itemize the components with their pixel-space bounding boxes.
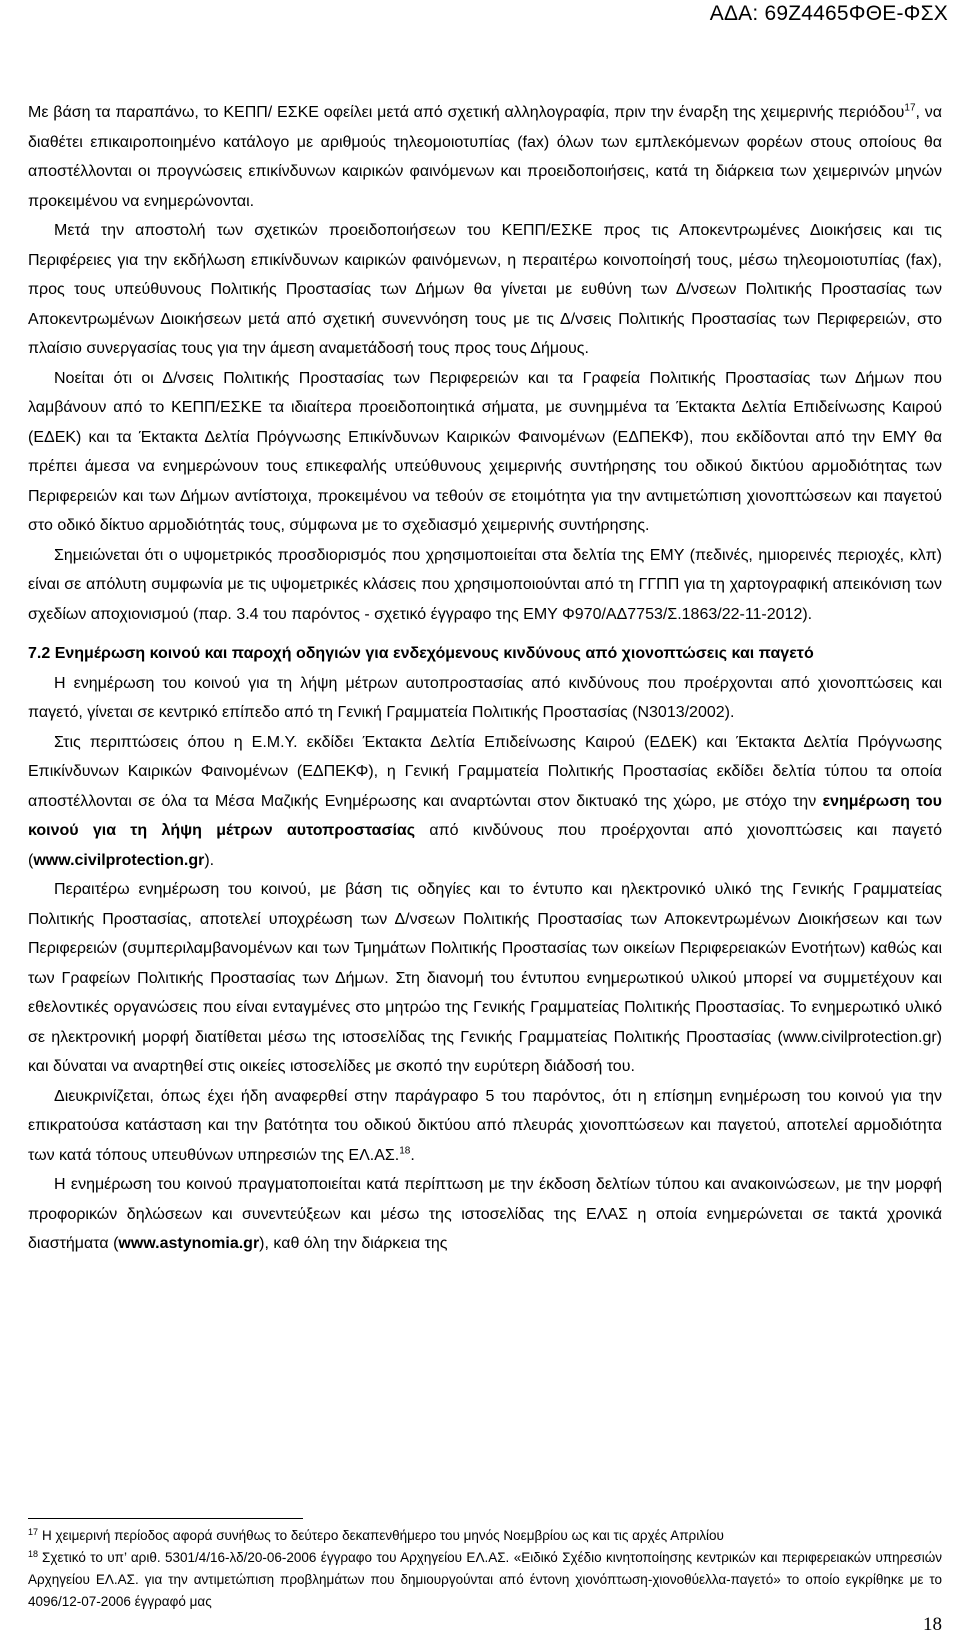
page-number: 18 — [923, 1614, 942, 1635]
paragraph-7: Περαιτέρω ενημέρωση του κοινού, με βάση τις οδηγίες και το έντυπο και ηλεκτρονικό υλικό της Γενικής Γραμματείας Πολιτικής Προστασίας, αποτελεί υποχρέωση των Δ/νσεων Πολιτικής Προστασίας των Αποκεντρωμένων Διοικήσεων και των Περιφερειών (συμπεριλαμβανομένων και των Τμημάτων Πολιτικής Προστασίας των οικείων Περιφερειακών Ενοτήτων) καθώς και των Γραφείων Πολιτικής Προστασίας των Δήμων. Στη διανομή του έντυπου ενημερωτικού υλικού μπορεί να συμμετέχουν και εθελοντικές οργανώσεις που είναι ενταγμένες στο μητρώο της Γενικής Γραμματείας Πολιτικής Προστασίας. Το ενημερωτικό υλικό σε ηλεκτρονική μορφή διατίθεται μέσω της ιστοσελίδας της Γενικής Γραμματείας Πολιτικής Προστασίας (www.civilprotection.gr) και δύναται να αναρτηθεί στις οικείες ιστοσελίδες με σκοπό την ευρύτερη διάδοσή του. — [28, 881, 942, 1075]
paragraph-1-text-b: , να διαθέτει επικαιροποιημένο κατάλογο με αριθμούς τηλεομοιοτυπίας (fax) όλων των εμπλεκόμενων φορέων στους οποίους θα αποστέλλονται οι προγνώσεις επικίνδυνων καιρικών φαινόμενων και προειδοποιήσεις, κατά τη διάρκεια των χειμερινών μηνών προκειμένου να ενημερώνονται. — [28, 104, 942, 210]
footnote-number: 18 — [28, 1548, 39, 1559]
astynomia-link[interactable]: www.astynomia.gr — [118, 1235, 260, 1252]
paragraph-8-text-b: . — [410, 1146, 415, 1164]
paragraph-6 — [28, 728, 942, 876]
paragraph-9 — [28, 1170, 942, 1259]
paragraph-4: Σημειώνεται ότι ο υψομετρικός προσδιορισμός που χρησιμοποιείται στα δελτία της ΕΜΥ (πεδινές, ημιορεινές περιοχές, κλπ) είναι σε απόλυτη συμφωνία με τις υψομετρικές κλάσεις που χρησιμοποιούνται από τη ΓΓΠΠ για τη χαρτογραφική απεικόνιση των σχεδίων αποχιονισμού (παρ. 3.4 του παρόντος - σχετικό έγγραφο της ΕΜΥ Φ970/ΑΔ7753/Σ.1863/22-11-2012). — [28, 546, 942, 623]
section-heading: 7.2 Ενημέρωση κοινού και παροχή οδηγιών για ενδεχόμενους κινδύνους από χιονοπτώσεις και παγετό — [28, 645, 814, 662]
document-body — [28, 98, 942, 1259]
paragraph-3: Νοείται ότι οι Δ/νσεις Πολιτικής Προστασίας των Περιφερειών και τα Γραφεία Πολιτικής Προστασίας των Δήμων που λαμβάνουν από το ΚΕΠΠ/ΕΣΚΕ τα ιδιαίτερα προειδοποιητικά σήματα, με συνημμένα τα Έκτακτα Δελτία Επιδείνωσης Καιρού (ΕΔΕΚ) και τα Έκτακτα Δελτία Πρόγνωσης Επικίνδυνων Καιρικών Φαινομένων (ΕΔΠΕΚΦ), που εκδίδονται από την ΕΜΥ θα πρέπει άμεσα να ενημερώνουν τους επικεφαλής υπεύθυνους χειμερινής συντήρησης του οδικού δικτύου αρμοδιότητας των Περιφερειών και των Δήμων αντίστοιχα, προκειμένου να τεθούν σε ετοιμότητα για την αντιμετώπιση χιονοπτώσεων και παγετού στο οδικό δίκτυο αρμοδιότητάς τους, σύμφωνα με το σχεδιασμό χειμερινής συντήρησης. — [28, 369, 942, 534]
footnote-ref-18: 18 — [399, 1145, 411, 1157]
paragraph-2: Μετά την αποστολή των σχετικών προειδοποιήσεων του ΚΕΠΠ/ΕΣΚΕ προς τις Αποκεντρωμένες Διοικήσεις και τις Περιφέρειες για την εκδήλωση επικίνδυνων καιρικών φαινόμενων, η περαιτέρω κοινοποίησή τους, μέσω τηλεομοιοτυπίας (fax), προς τους υπεύθυνους Πολιτικής Προστασίας των Δήμων θα γίνεται με ευθύνη των Δ/νσεων Πολιτικής Προστασίας των Αποκεντρωμένων Διοικήσεων μετά από σχετική συνεννόηση τους με τις Δ/νσεις Πολιτικής Προστασίας των Περιφερειών, στο πλαίσιο συνεργασίας τους για την άμεση αναμετάδοσή τους προς τους Δήμους. — [28, 222, 942, 357]
paragraph-9-text-a: Η ενημέρωση του κοινού πραγματοποιείται κατά περίπτωση με την έκδοση δελτίων τύπου και ανακοινώσεων, με την μορφή προφορικών δηλώσεων και συνεντεύξεων και μέσω της ιστοσελίδας της ΕΛΑΣ η οποία ενημερώνεται σε τακτά χρονικά διαστήματα ( — [28, 1176, 942, 1252]
paragraph-1 — [28, 98, 942, 216]
paragraph-6-text-c: από κινδύνους που προέρχονται από χιονοπτώσεις και παγετό ( — [28, 822, 943, 869]
paragraph-6-text-e: ). — [204, 851, 215, 869]
footnote-ref-17: 17 — [904, 102, 916, 114]
paragraph-8-text-a: Διευκρινίζεται, όπως έχει ήδη αναφερθεί στην παράγραφο 5 του παρόντος, ότι η επίσημη ενημέρωση του κοινού για την επικρατούσα κατάσταση και την βατότητα του οδικού δικτύου από πλευράς χιονοπτώσεων και παγετού, αποτελεί αρμοδιότητα των κατά τόπους υπευθύνων υπηρεσιών της ΕΛ.ΑΣ. — [28, 1087, 942, 1164]
paragraph-5: Η ενημέρωση του κοινού για τη λήψη μέτρων αυτοπροστασίας από κινδύνους που προέρχονται από χιονοπτώσεις και παγετό, γίνεται σε κεντρικό επίπεδο από τη Γενική Γραμματεία Πολιτικής Προστασίας (Ν3013/2002). — [28, 674, 942, 721]
footnote-18 — [28, 1547, 942, 1613]
footnotes — [28, 1518, 942, 1613]
footnote-text: Η χειμερινή περίοδος αφορά συνήθως το δεύτερο δεκαπενθήμερο του μηνός Νοεμβρίου ως και τις αρχές Απριλίου — [42, 1528, 724, 1543]
civilprotection-link[interactable]: www.civilprotection.gr — [33, 851, 205, 869]
footnote-17 — [28, 1525, 942, 1547]
paragraph-9-text-c: ), καθ όλη την διάρκεια της — [259, 1235, 448, 1252]
ada-code: ΑΔΑ: 69Ζ4465ΦΘΕ-ΦΣΧ — [709, 2, 948, 25]
paragraph-8 — [28, 1082, 942, 1171]
footnote-text: Σχετικό το υπ’ αριθ. 5301/4/16-λδ/20-06-2006 έγγραφο του Αρχηγείου ΕΛ.ΑΣ. «Ειδικό Σχέδιο κινητοποίησης κεντρικών και περιφερειακών υπηρεσιών Αρχηγείου ΕΛ.ΑΣ. για την αντιμετώπιση προβλημάτων που δημιουργούνται από έντονη χιονόπτωση-χιονοθύελλα-παγετό» το οποίο εγκρίθηκε με το 4096/12-07-2006 έγγραφό μας — [28, 1550, 942, 1609]
paragraph-6-bold: ενημέρωση του κοινού για τη λήψη μέτρων αυτοπροστασίας — [28, 792, 942, 839]
footnote-number: 17 — [28, 1526, 39, 1537]
paragraph-6-text-a: Στις περιπτώσεις όπου η Ε.Μ.Υ. εκδίδει Έκτακτα Δελτία Επιδείνωσης Καιρού (ΕΔΕΚ) και Έκτακτα Δελτία Πρόγνωσης Επικίνδυνων Καιρικών Φαινομένων (ΕΔΠΕΚΦ), η Γενική Γραμματεία Πολιτικής Προστασίας εκδίδει δελτία τύπου τα οποία αποστέλλονται σε όλα τα Μέσα Μαζικής Ενημέρωσης και αναρτώνται στον δικτυακό της χώρο, με στόχο την — [28, 733, 942, 810]
paragraph-1-text-a: Με βάση τα παραπάνω, το ΚΕΠΠ/ ΕΣΚΕ οφείλει μετά από σχετική αλληλογραφία, πριν την έναρξη της χειμερινής περιόδου — [28, 104, 905, 121]
footnote-divider — [28, 1518, 303, 1519]
